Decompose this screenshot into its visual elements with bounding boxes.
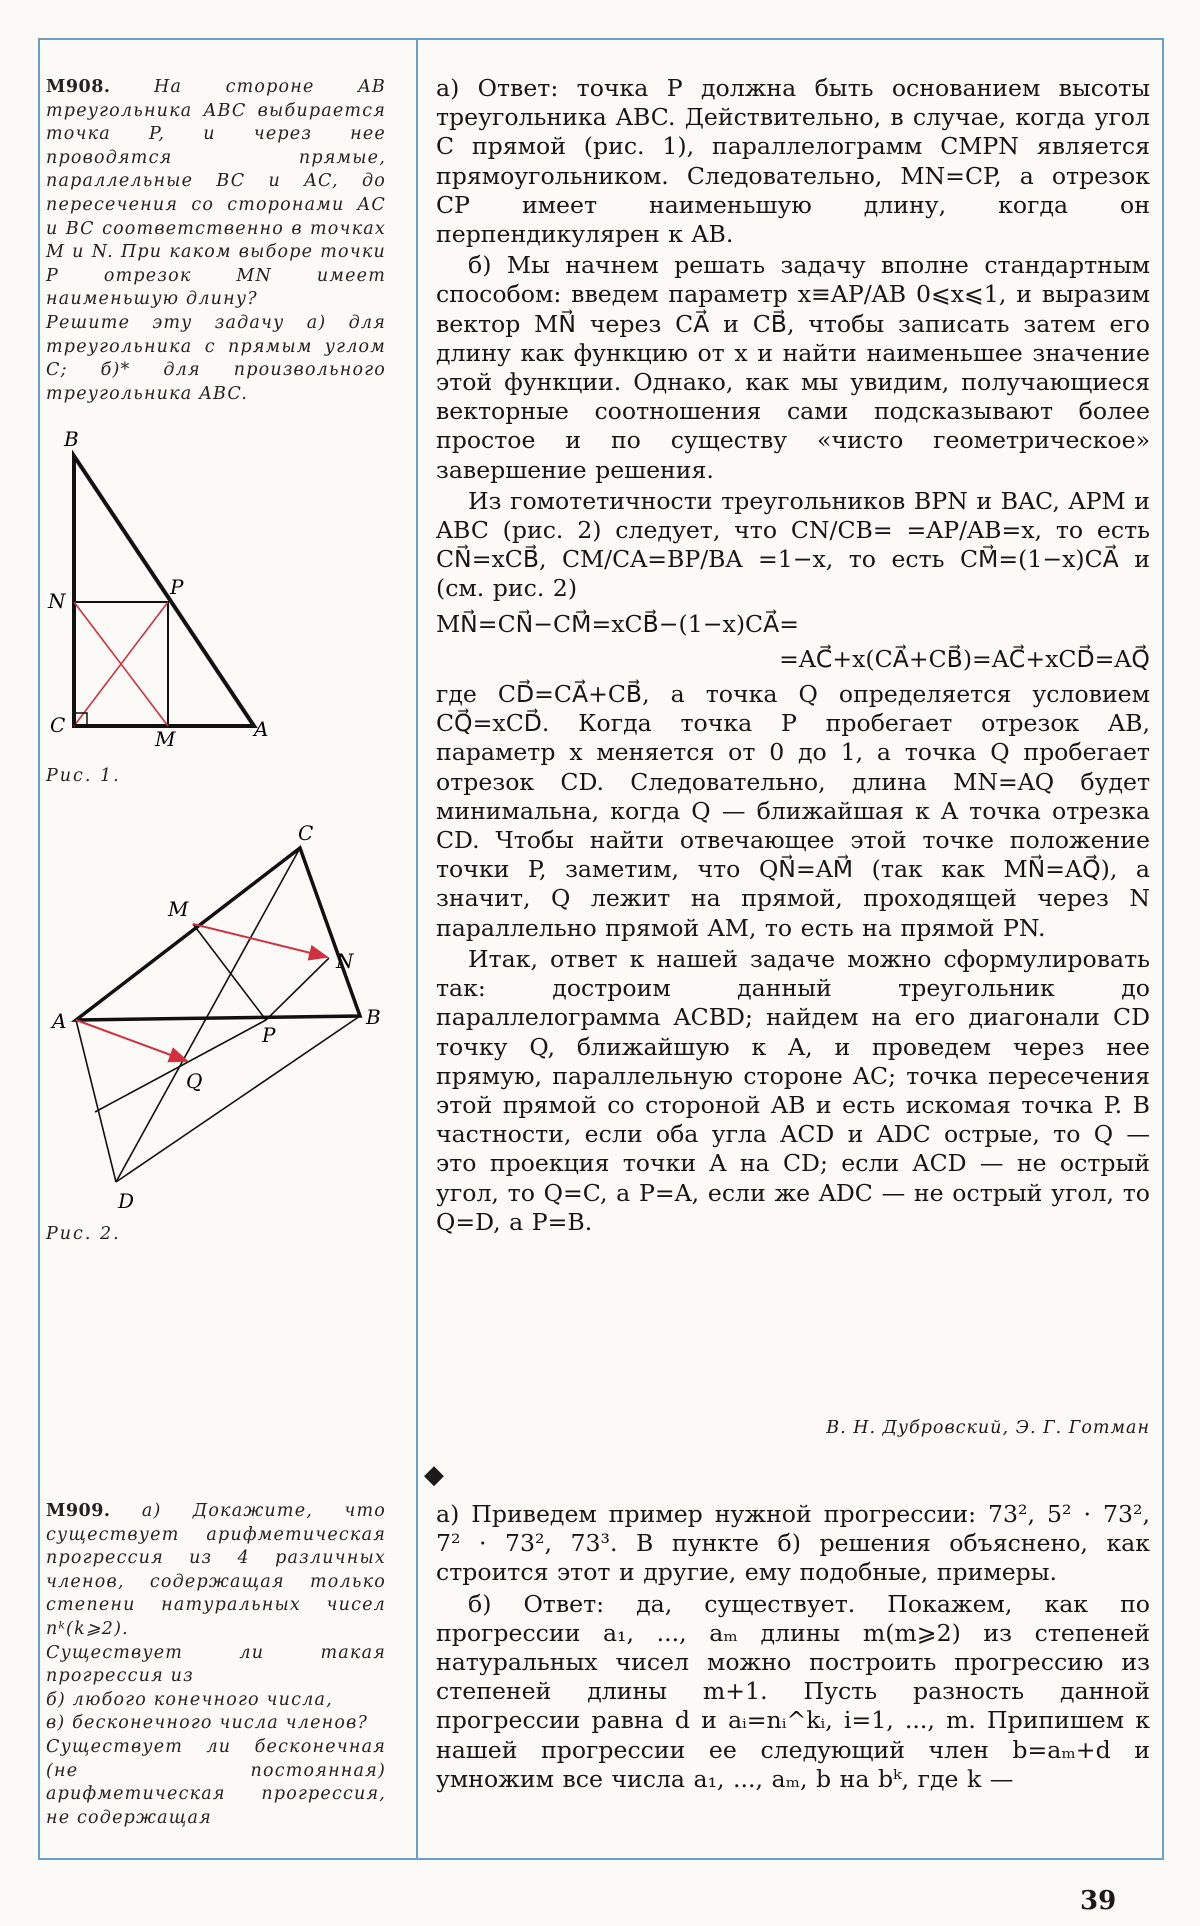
problem-908-task: Решите эту задачу а) для треугольника с прямым углом C; б)* для произвольного треугольника ABC. (46, 312, 386, 404)
solution-908-paragraph-homothety: Из гомотетичности треугольников BPN и BAC, APM и ABC (рис. 2) следует, что CN/CB= =AP/AB=x, то есть CN⃗=xCB⃗, CM/CA=BP/BA =1−x, то есть CM⃗=(1−x)CA⃗ и (см. рис. 2) (436, 486, 1150, 603)
solution-909-paragraph-b: б) Ответ: да, существует. Покажем, как по прогрессии a₁, ..., aₘ длины m(m⩾2) из степеней натуральных чисел можно построить прогрессию из степеней длины m+1. Пусть разность данной прогрессии равна d и aᵢ=nᵢ^kᵢ, i=1, ..., m. Припишем к нашей прогрессии ее следующий член b=aₘ+d и умножим все числа a₁, ..., aₘ, b на bᵏ, где k — (436, 1589, 1150, 1793)
solution-908-paragraph-b: б) Мы начнем решать задачу вполне стандартным способом: введем параметр x≡AP/AB 0⩽x⩽1, и выразим вектор MN⃗ через CA⃗ и CB⃗, чтобы записать затем его длину как функцию от x и найти наименьшее значение этой функции. Однако, как мы увидим, получающиеся векторные соотношения сами подсказывают более простое и по существу «чисто геометрическое» завершение решения. (436, 251, 1150, 484)
fig2-label-b: B (366, 1005, 381, 1029)
figure-2-caption: Рис. 2. (46, 1224, 121, 1244)
solution-908 (436, 74, 1150, 1239)
line-db (116, 1016, 360, 1182)
author-signature: В. Н. Дубровский, Э. Г. Готман (826, 1418, 1150, 1438)
solution-908-paragraph-a: а) Ответ: точка P должна быть основанием высоты треугольника ABC. Действительно, в случае, когда угол C прямой (рис. 1), параллелограмм CMPN является прямоугольником. Следовательно, MN=CP, а отрезок CP имеет наименьшую длину, когда он перпендикулярен к AB. (436, 74, 1150, 249)
figure-2 (40, 818, 400, 1218)
problem-909-text-5: Существует ли бесконечная (не постоянная) арифметическая прогрессия, не содержащая (46, 1736, 386, 1828)
equation-line-2: =AC⃗+x(CA⃗+CB⃗)=AC⃗+xCD⃗=AQ⃗ (779, 644, 1150, 673)
figure-1 (40, 420, 300, 750)
fig1-label-n: N (48, 589, 66, 613)
solution-908-paragraph-q: где CD⃗=CA⃗+CB⃗, а точка Q определяется условием CQ⃗=xCD⃗. Когда точка P пробегает отрезок AB, параметр x меняется от 0 до 1, а точка Q пробегает отрезок CD. Следовательно, длина MN=AQ будет минимальна, когда Q — ближайшая к A точка отрезка CD. Чтобы найти отвечающее этой точке положение точки P, заметим, что QN⃗=AM⃗ (так как MN⃗=AQ⃗), а значит, Q лежит на прямой, проходящей через N параллельно прямой AM, то есть на прямой PN. (436, 680, 1150, 942)
line-pn (266, 958, 329, 1020)
vector-mn (193, 924, 327, 957)
problem-909-number: М909. (46, 1501, 111, 1521)
page-number: 39 (1080, 1886, 1117, 1916)
solution-909-paragraph-a: а) Приведем пример нужной прогрессии: 73², 5² · 73², 7² · 73², 73³. В пункте б) решения объяснено, как строится этот и другие, ему подобные, примеры. (436, 1500, 1150, 1587)
solution-908-paragraph-answer: Итак, ответ к нашей задаче можно сформулировать так: достроим данный треугольник до параллелограмма ACBD; найдем на его диагонали CD точку Q, ближайшую к A, и проведем через нее прямую, параллельную стороне AC; точка пересечения этой прямой со стороной AB и есть искомая точка P. В частности, если оба угла ACD и ADC острые, то Q — это проекция точки A на CD; если ACD — не острый угол, то Q=C, а P=A, если же ADC — не острый угол, то Q=D, а P=B. (436, 944, 1150, 1236)
line-ad (76, 1020, 116, 1182)
fig2-label-c: C (298, 821, 314, 845)
fig2-label-q: Q (186, 1069, 203, 1093)
problem-909-statement (46, 1500, 386, 1830)
separator-diamond: ◆ (424, 1460, 444, 1490)
solution-909 (436, 1500, 1150, 1796)
figure-1-triangle (74, 456, 254, 726)
fig2-label-d: D (118, 1189, 135, 1213)
fig1-label-b: B (64, 427, 79, 451)
figure-1-caption: Рис. 1. (46, 766, 121, 786)
equation-line-1: MN⃗=CN⃗−CM⃗=xCB⃗−(1−x)CA⃗= (436, 609, 799, 638)
fig2-label-n: N (336, 949, 354, 973)
fig1-label-p: P (170, 575, 184, 599)
fig1-label-c: C (50, 713, 66, 737)
problem-909-text-2: Существует ли такая прогрессия из (46, 1642, 386, 1687)
fig1-label-m: M (155, 727, 176, 750)
problem-909-text: а) Докажите, что существует арифметическая прогрессия из 4 различных членов, содержащая только степени натуральных чисел nᵏ(k⩾2). (46, 1501, 386, 1639)
problem-909-text-3: б) любого конечного числа, (46, 1689, 333, 1710)
fig2-label-m: M (168, 897, 189, 921)
fig2-label-a: A (52, 1009, 67, 1033)
problem-908-statement (46, 76, 386, 406)
vector-aq (76, 1020, 187, 1061)
fig2-label-p: P (262, 1023, 276, 1047)
fig1-label-a: A (254, 717, 269, 741)
figure-2-triangle (76, 848, 360, 1020)
diagonal-cd (116, 848, 300, 1182)
problem-909-text-4: в) бесконечного числа членов? (46, 1713, 369, 1734)
column-divider (416, 40, 418, 1858)
problem-908-text: На стороне AB треугольника ABC выбирается точка P, и через нее проводятся прямые, параллельные BC и AC, до пересечения со сторонами AC и BC соответственно в точках M и N. При каком выборе точки P отрезок MN имеет наименьшую длину? (46, 77, 386, 310)
problem-908-number: М908. (46, 77, 111, 97)
